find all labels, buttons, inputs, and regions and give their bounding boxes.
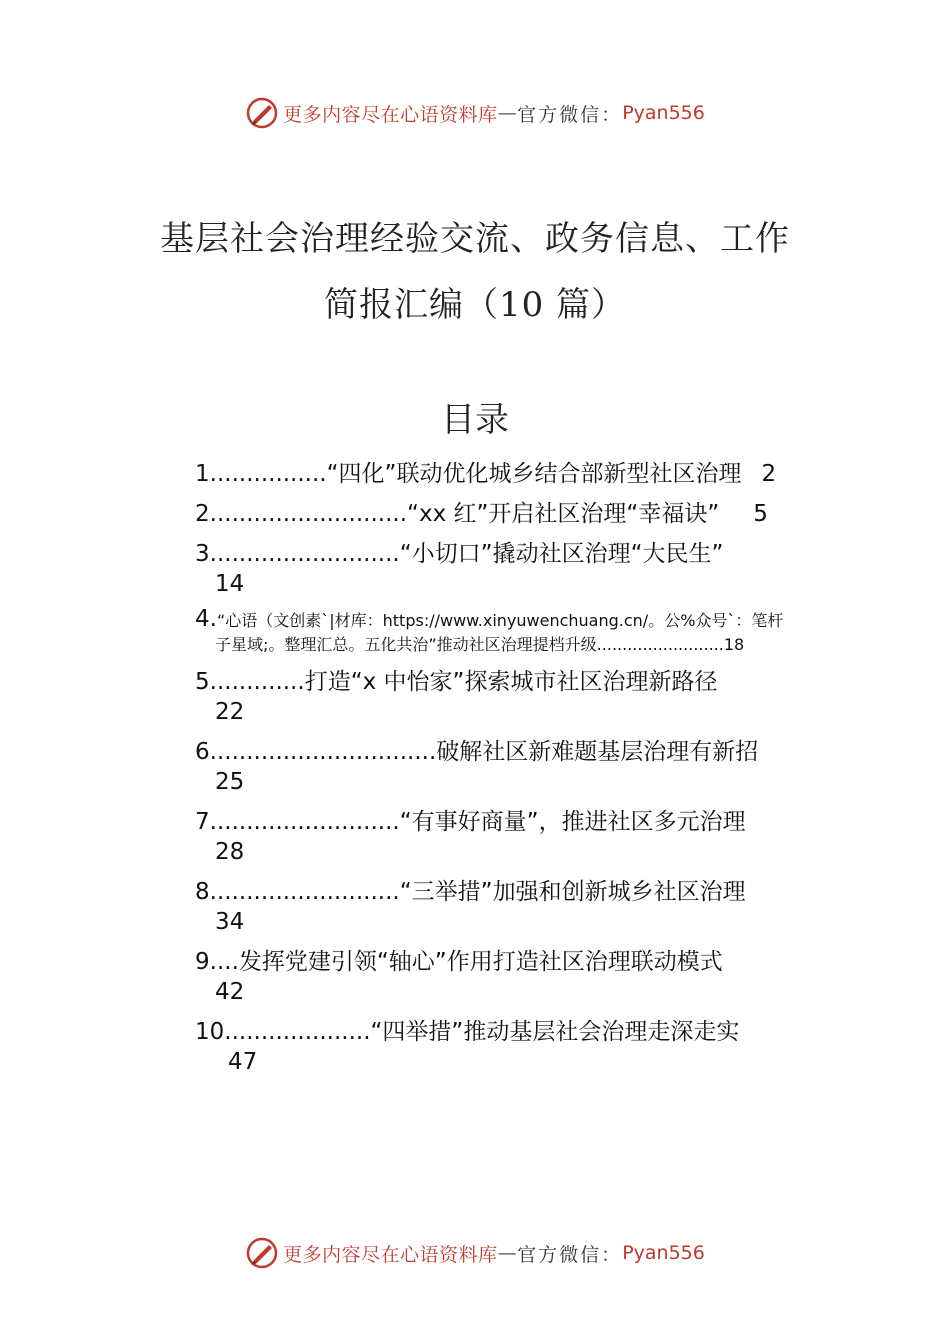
- banner-wechat-id: Pyan556: [622, 1242, 705, 1264]
- pen-logo-icon: [245, 96, 279, 130]
- toc-entry[interactable]: [195, 877, 840, 937]
- toc-entry[interactable]: [195, 807, 840, 867]
- toc-entry-title: “小切口”撬动社区治理“大民生”: [399, 541, 724, 567]
- toc-entry-number: 3: [195, 541, 210, 567]
- toc-entry-page: 14: [215, 571, 245, 597]
- banner-dash: —: [497, 1242, 518, 1264]
- toc-entry-page: 34: [215, 909, 245, 935]
- toc-entry[interactable]: [195, 1017, 840, 1077]
- toc-entry-title: “有事好商量”，推进社区多元治理: [399, 809, 746, 835]
- toc-entry-title-part2: 子星域;。整理汇总。五化共治”推动社区治理提档升级.........................18: [215, 635, 745, 654]
- toc-leader-dots: .............: [209, 669, 305, 695]
- toc-entry-page: 22: [215, 699, 245, 725]
- toc-entry[interactable]: [195, 947, 840, 1007]
- toc-entry-title: “三举措”加强和创新城乡社区治理: [399, 879, 746, 905]
- toc-entry-number: 9: [195, 949, 210, 975]
- toc-entry[interactable]: [195, 539, 840, 599]
- toc-entry-title-part1: “心语（文创素`|材库：https://www.xinyuwenchuang.cn/。公%众号`：笔杆: [216, 611, 784, 630]
- footer-watermark-banner: [0, 1233, 950, 1273]
- toc-entry-page: 28: [215, 839, 245, 865]
- toc-entry-title: 发挥党建引领“轴心”作用打造社区治理联动模式: [238, 949, 723, 975]
- banner-label: 官方微信：: [517, 1243, 623, 1266]
- banner-text: 更多内容尽在心语资料库: [283, 1243, 498, 1266]
- toc-heading: 目录: [441, 400, 509, 440]
- toc-leader-dots: ..........................: [209, 879, 400, 905]
- banner-wechat-id: Pyan556: [622, 102, 705, 124]
- toc-entry-page: 5: [753, 501, 768, 527]
- toc-entry[interactable]: [195, 737, 840, 797]
- toc-entry-page: 42: [215, 979, 245, 1005]
- toc-entry-page: 2: [761, 461, 777, 487]
- table-of-contents: [195, 459, 840, 1077]
- toc-entry-title: “四化”联动优化城乡结合部新型社区治理: [326, 461, 742, 487]
- toc-entry-title: “四举措”推动基层社会治理走深走实: [370, 1019, 740, 1045]
- toc-leader-dots: ...........................: [209, 501, 408, 527]
- toc-entry-title: “xx 红”开启社区治理“幸福诀”: [407, 501, 720, 527]
- document-title-line2: 简报汇编（10 篇）: [323, 285, 627, 325]
- pen-logo-icon: [245, 1236, 279, 1270]
- banner-dash: —: [497, 102, 518, 124]
- toc-entry-title: 破解社区新难题基层治理有新招: [436, 739, 759, 765]
- toc-leader-dots: ....: [209, 949, 239, 975]
- toc-entry-number: 7: [195, 809, 210, 835]
- toc-entry-number: 10: [195, 1019, 225, 1045]
- toc-entry[interactable]: [195, 607, 840, 657]
- header-watermark-banner: [0, 93, 950, 133]
- toc-entry[interactable]: [195, 459, 840, 489]
- banner-text: 更多内容尽在心语资料库: [283, 103, 498, 126]
- toc-entry-title: 打造“x 中怡家”探索城市社区治理新路径: [304, 669, 718, 695]
- toc-leader-dots: ..........................: [209, 541, 400, 567]
- document-title-line1: 基层社会治理经验交流、政务信息、工作: [160, 219, 790, 259]
- toc-entry-number: 1: [195, 461, 210, 487]
- toc-leader-dots: ................: [209, 461, 327, 487]
- toc-entry[interactable]: [195, 667, 840, 727]
- toc-entry-number: 2: [195, 501, 210, 527]
- toc-entry-number: 4.: [195, 606, 217, 632]
- toc-entry-number: 8: [195, 879, 210, 905]
- toc-entry[interactable]: [195, 499, 840, 529]
- toc-entry-number: 6: [195, 739, 210, 765]
- toc-entry-number: 5: [195, 669, 210, 695]
- banner-label: 官方微信：: [517, 103, 623, 126]
- toc-leader-dots: ....................: [224, 1019, 371, 1045]
- toc-entry-page: 25: [215, 769, 245, 795]
- toc-leader-dots: ..........................: [209, 809, 400, 835]
- toc-entry-page: 47: [228, 1049, 258, 1075]
- toc-leader-dots: ...............................: [209, 739, 437, 765]
